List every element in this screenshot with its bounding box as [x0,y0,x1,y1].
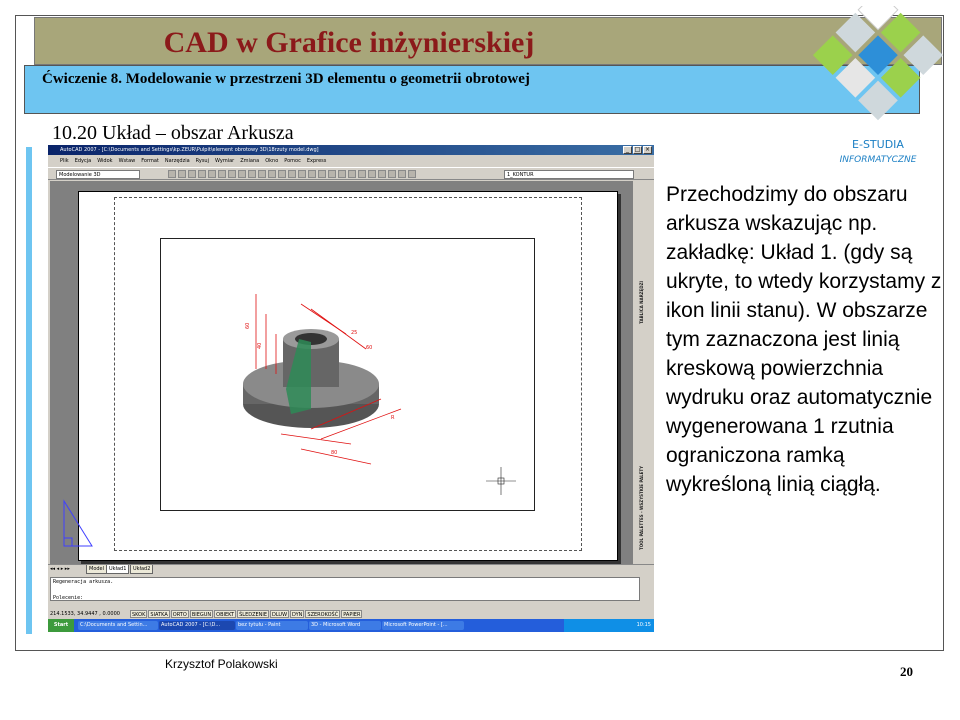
command-history-line: Regeneracja arkusza. [53,579,114,585]
ucs-icon [56,496,96,551]
status-snap[interactable]: SKOK [132,612,146,618]
palette-label-bottom: TOOL PALETTES - WSZYSTKIE PALETY [639,466,644,550]
match-icon[interactable] [258,170,266,178]
command-line[interactable] [50,577,640,601]
author: Krzysztof Polakowski [165,657,278,671]
clock: 10:15 [636,622,651,628]
cut-icon[interactable] [228,170,236,178]
menu-item[interactable]: Okno [265,158,279,164]
tool-palettes[interactable] [634,181,652,564]
layer-name: 1_KONTUR [507,172,534,178]
save-icon[interactable] [188,170,196,178]
status-grid[interactable]: SIATKA [150,612,168,618]
markup-icon[interactable] [368,170,376,178]
menu-item[interactable]: Narzędzia [164,158,190,164]
calc-icon[interactable] [378,170,386,178]
task-paint[interactable]: bez tytułu - Paint [236,621,308,630]
status-dyn[interactable]: DYN [292,612,303,618]
menu-item[interactable]: Widok [97,158,113,164]
status-ducs[interactable]: DLUW [272,612,288,618]
task-powerpoint[interactable]: Microsoft PowerPoint - [... [382,621,464,630]
status-paper[interactable]: PAPIER [343,612,361,618]
tab-layout2[interactable]: Układ2 [130,565,153,574]
svg-text:25: 25 [351,330,358,336]
slide-title: CAD w Grafice inżynierskiej [163,26,535,59]
toolbar-icons [168,170,416,178]
command-prompt: Polecenie: [53,595,84,601]
status-otrack[interactable]: ŚLEDZENIE [239,612,268,618]
zoom-previous-icon[interactable] [318,170,326,178]
accent-bar [26,147,32,634]
properties-icon[interactable] [328,170,336,178]
system-tray [564,619,654,632]
print-icon[interactable] [198,170,206,178]
e-studia-logo [808,6,948,166]
command-history-line [53,586,639,594]
zoom-icon[interactable] [298,170,306,178]
minimize-button[interactable]: _ [623,146,632,154]
close-button[interactable]: × [644,146,651,153]
task-explorer[interactable]: C:\Documents and Settin... [78,621,158,630]
menu-item[interactable]: Edycja [74,158,92,164]
menu-item[interactable]: Plik [60,158,69,164]
tab-model[interactable]: Model [86,565,107,574]
tab-nav-arrows[interactable]: ◂◂ ◂ ▸ ▸▸ [50,566,70,572]
model-drawing [161,239,534,510]
help-icon[interactable] [388,170,396,178]
publish-icon[interactable] [218,170,226,178]
preview-icon[interactable] [208,170,216,178]
svg-text:80: 80 [331,450,338,456]
task-word[interactable]: 3D - Microsoft Word [309,621,381,630]
workspace-select[interactable]: Modelowanie 3D [56,170,140,179]
task-autocad[interactable]: AutoCAD 2007 - [C:\D... [159,621,235,630]
maximize-button[interactable]: □ [634,146,641,153]
menu-item[interactable]: Rysuj [195,158,209,164]
coordinates-readout: 214.1533, 34.9447 , 0.0000 [50,611,120,617]
window-title: AutoCAD 2007 - [C:\Documents and Settings\kp.ZEUR\Pulpit\element obrotowy 3D\18rzuty model.dwg] [60,147,319,153]
zoom-window-icon[interactable] [308,170,316,178]
slide-subtitle: Ćwiczenie 8. Modelowanie w przestrzeni 3D elementu o geometrii obrotowej [42,71,530,87]
autocad-screenshot [48,145,654,632]
designcenter-icon[interactable] [338,170,346,178]
menu-item[interactable]: Wymiar [215,158,235,164]
paste-icon[interactable] [248,170,256,178]
menu-item[interactable]: Express [306,158,327,164]
new-icon[interactable] [168,170,176,178]
layer-manager-icon[interactable] [398,170,406,178]
svg-text:R: R [391,415,395,421]
window-titlebar [48,145,654,155]
palette-label-top: TABLICA NARZĘDZI [639,281,644,324]
menu-item[interactable]: Pomoc [284,158,301,164]
start-button[interactable]: Start [48,619,74,632]
drawing-area[interactable] [50,181,633,564]
sheetset-icon[interactable] [358,170,366,178]
viewport[interactable] [160,238,535,511]
layout-tabs [48,564,654,573]
undo-icon[interactable] [268,170,276,178]
tab-layout1[interactable]: Układ1 [106,565,129,574]
layer-state-icon[interactable] [408,170,416,178]
status-polar[interactable]: BIEGUN [191,612,212,618]
menu-item[interactable]: Format [141,158,159,164]
taskbar [48,619,654,632]
redo-icon[interactable] [278,170,286,178]
page-number: 20 [900,664,913,679]
logo-line1: E-STUDIA [852,138,904,151]
status-osnap[interactable]: OBIEKT [216,612,235,618]
toolpalettes-icon[interactable] [348,170,356,178]
status-lwt[interactable]: SZEROKOŚĆ [307,612,339,618]
copy-icon[interactable] [238,170,246,178]
svg-text:40: 40 [257,342,263,349]
pan-icon[interactable] [288,170,296,178]
status-ortho[interactable]: ORTO [172,612,187,618]
svg-text:60: 60 [245,322,251,329]
open-icon[interactable] [178,170,186,178]
menu-item[interactable]: Zmiana [240,158,260,164]
printable-area [114,197,582,551]
paper-sheet [78,191,618,561]
menu-item[interactable]: Wstaw [118,158,136,164]
status-bar [48,609,654,619]
svg-text:60: 60 [366,345,373,351]
section-title: 10.20 Układ – obszar Arkusza [52,122,294,144]
body-text: Przechodzimy do obszaru arkusza wskazując np. zakładkę: Układ 1. (gdy są ukryte, to wtedy korzystamy z ikon linii stanu). W obszarze tym zaznaczona jest linią kreskową powierzchnia wydruku oraz automatycznie wygenerowana 1 rzutnia ograniczona ramką wykreśloną linią ciągłą. [666,183,942,496]
crosshair-cursor [486,467,516,495]
layer-select[interactable] [504,170,634,179]
toolbar [48,167,654,180]
logo-line2: INFORMATYCZNE [839,155,917,165]
menu-bar [48,155,654,167]
